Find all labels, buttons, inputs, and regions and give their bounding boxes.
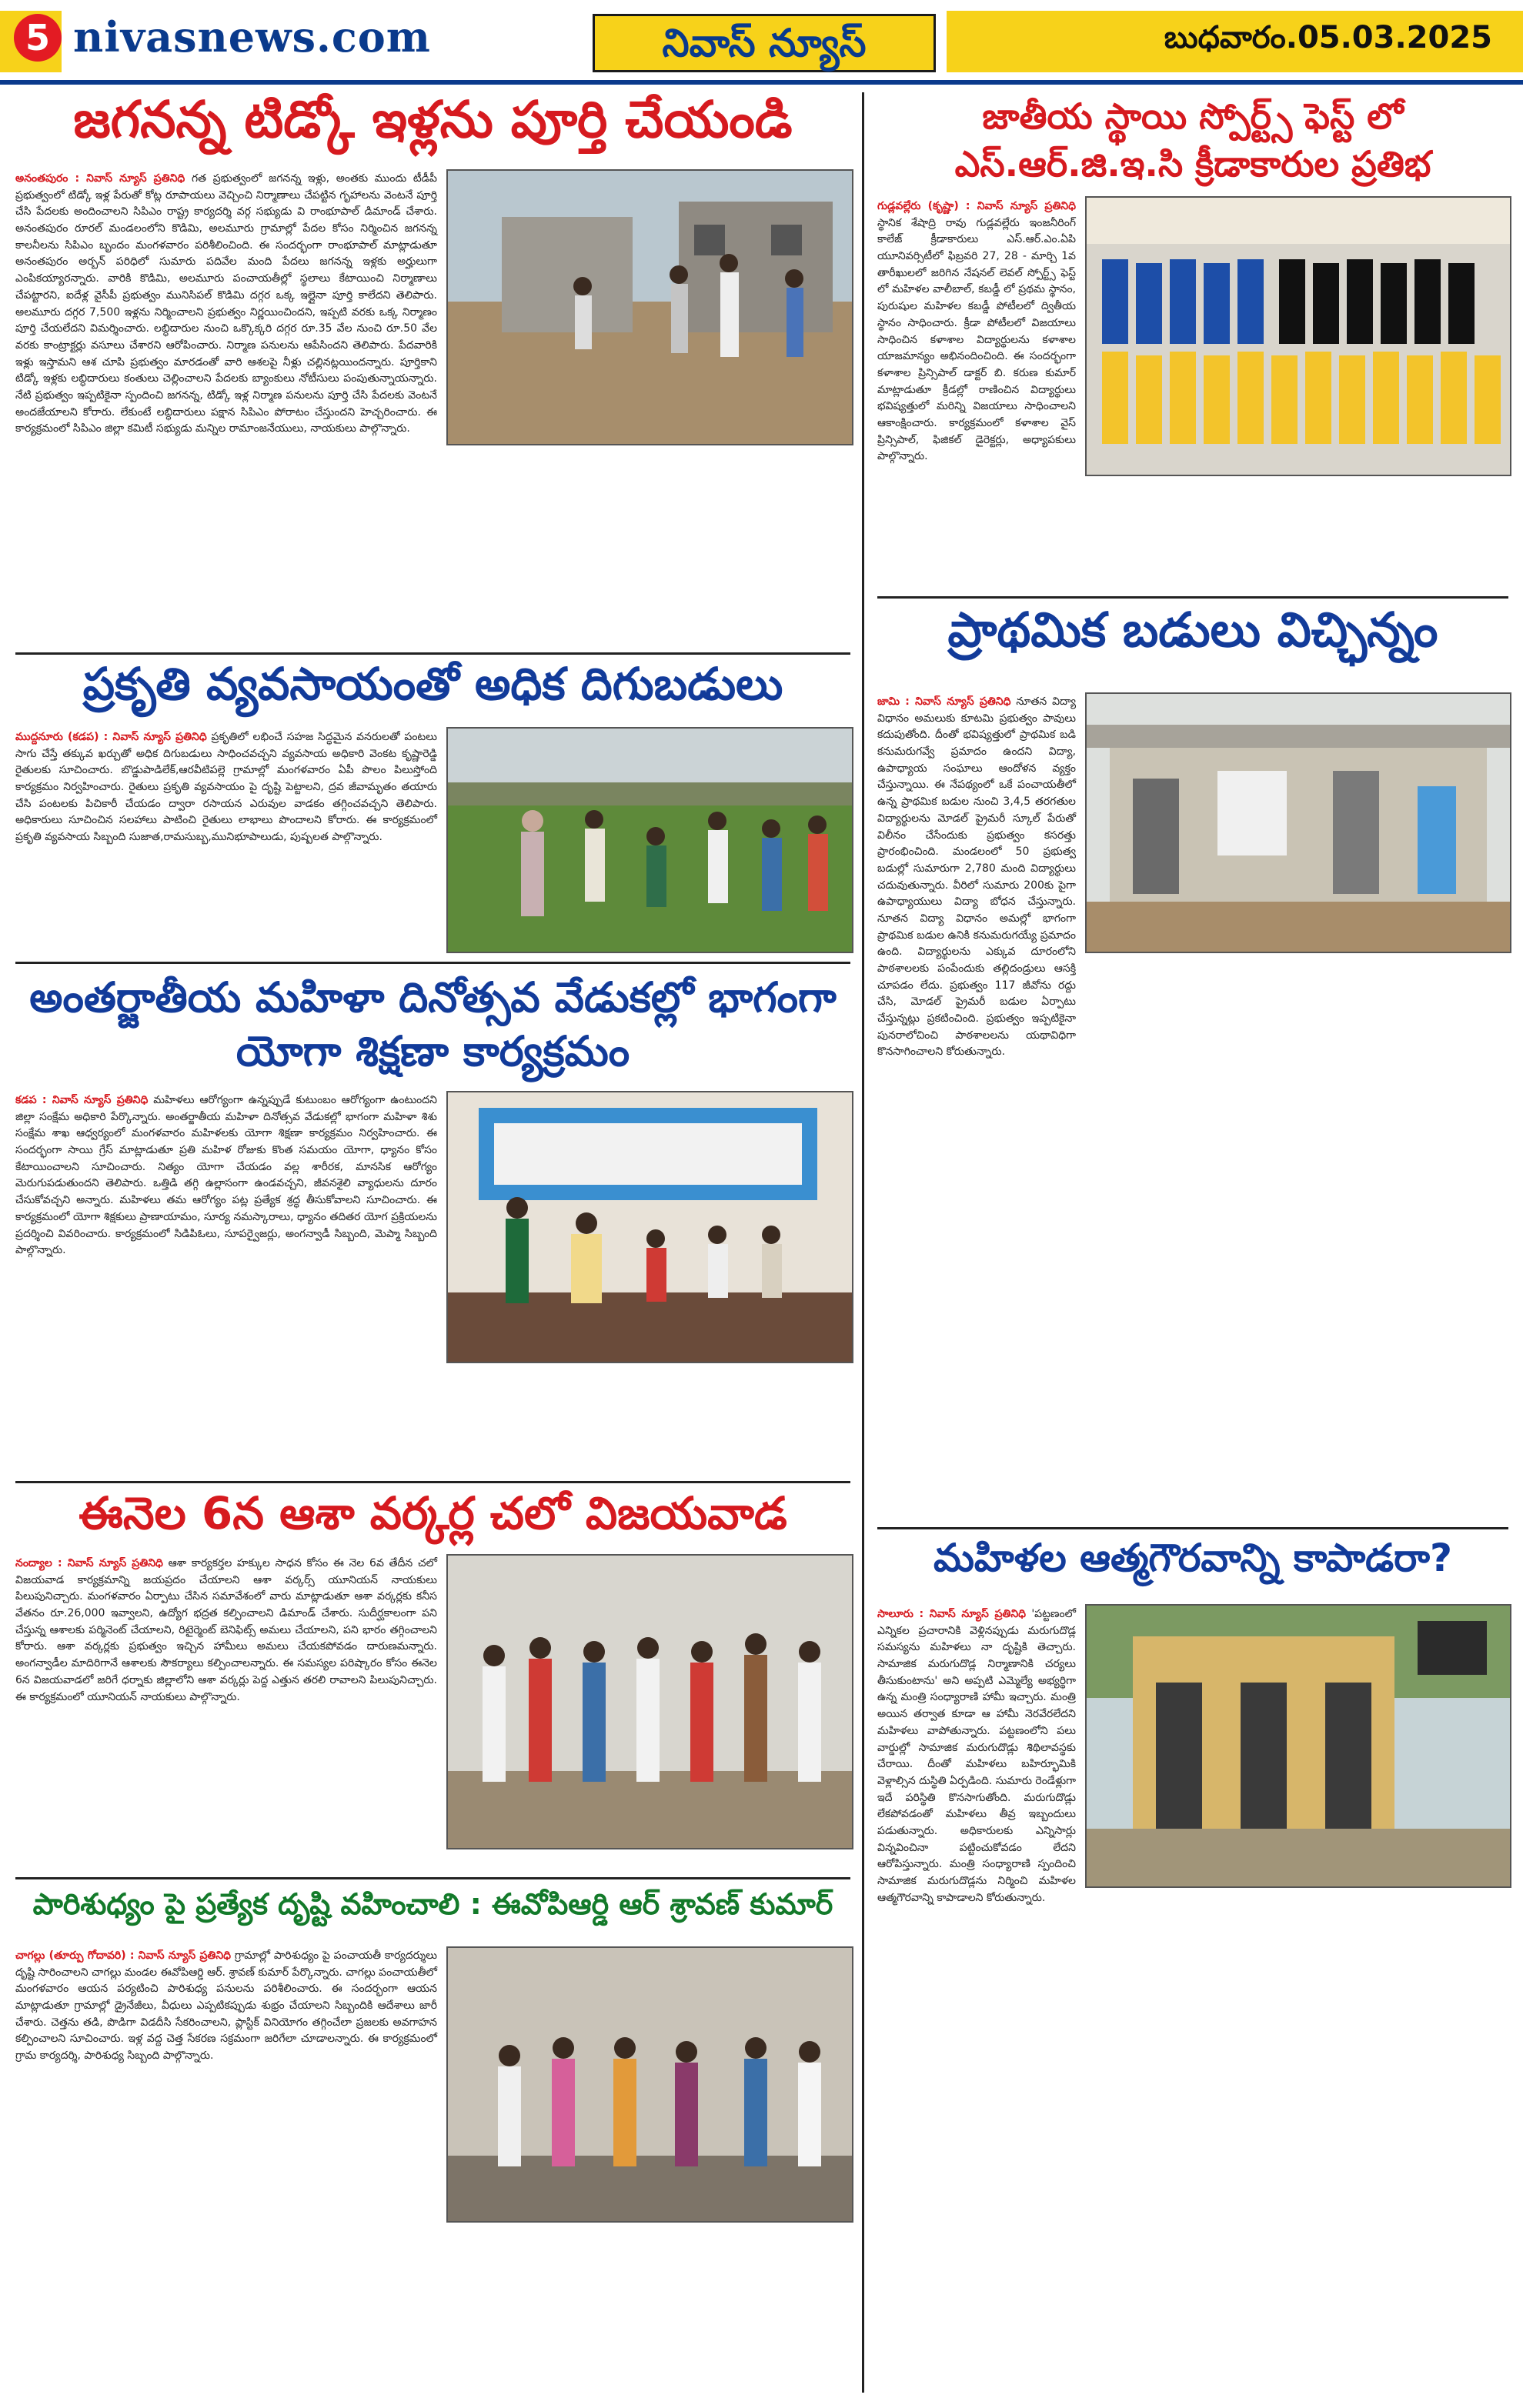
section-divider [877, 596, 1508, 599]
sanitation-visit-photo [446, 1946, 853, 2223]
article-text: ఆశా కార్యకర్తల హక్కుల సాధన కోసం ఈ నెల 6వ తేదీన చలో విజయవాడ కార్యక్రమాన్ని జయప్రదం చేయాలని ఆశా వర్కర్స్ యూనియన్ నాయకులు పిలుపునిచ్చారు. మంగళవారం ఏర్పాటు చేసిన సమావేశంలో వారు మాట్లాడుతూ ఆశా వర్కర్లకు కనీస వేతనం రూ.26,000 ఇవ్వాలని, ఉద్యోగ భద్రత కల్పించాలని డిమాండ్ చేశారు. సుదీర్ఘకాలంగా పని చేస్తున్న ఆశాలకు పర్మినెంట్ చేయాలని, రిటైర్మెంట్ బెనిఫిట్స్ అమలు చేయాలని, పని భారం తగ్గించాలని కోరారు. ఆశా వర్కర్లకు ప్రభుత్వం ఇచ్చిన హామీలు అమలు చేయకపోవడం దారుణమన్నారు. అంగన్వాడీల మాదిరిగానే ఆశాలకు సౌకర్యాలు కల్పించాలన్నారు. ఈ సమస్యల పరిష్కారం కోసం ఈనెల 6న విజయవాడలో జరిగే ధర్నాకు జిల్లాలోని ఆశా వర్కర్లు పెద్ద ఎత్తున తరలి రావాలని పిలుపునిచ్చారు. ఈ కార్యక్రమంలో యూనియన్ నాయకులు పాల్గొన్నారు. [15, 1557, 437, 1703]
section-divider [15, 962, 850, 964]
section-divider [15, 1481, 850, 1483]
site-url[interactable]: nivasnews.com [73, 12, 431, 62]
story-asha-headline [15, 1489, 850, 1551]
story-sports-headline [877, 92, 1508, 192]
masthead-rule [0, 80, 1523, 85]
story-agri-headline [15, 660, 850, 729]
column-divider [862, 92, 864, 2393]
sports-team-group-photo [1085, 196, 1511, 476]
dateline: చాగల్లు (తూర్పు గోదావరి) : నివాస్ న్యూస్ ప్రతినిధి [15, 1949, 232, 1962]
photo-art [448, 1556, 852, 1848]
section-divider [15, 1877, 850, 1879]
tidco-construction-photo [446, 169, 853, 445]
photo-art [448, 729, 852, 952]
headline: జాతీయ స్థాయి స్పోర్ట్స్ ఫెస్ట్ లో ఎస్.ఆర్.జి.ఇ.సి క్రీడాకారుల ప్రతిభ [954, 95, 1431, 185]
photo-art [448, 1948, 852, 2221]
story-agri-body [15, 729, 437, 952]
story-sanitation-headline [15, 1889, 850, 1943]
dateline: నంద్యాల : నివాస్ న్యూస్ ప్రతినిధి [15, 1557, 163, 1569]
yoga-event-stage-photo [446, 1091, 853, 1363]
story-women-headline [877, 1537, 1508, 1599]
story-tidco-body [15, 171, 437, 448]
article-text: గ్రామాల్లో పారిశుధ్యం పై పంచాయతీ కార్యదర్శులు దృష్టి సారించాలని చాగల్లు మండల ఈవోపిఆర్డి ఆర్. శ్రావణ్ కుమార్ పేర్కొన్నారు. చాగల్లు పంచాయతీలో మంగళవారం ఆయన పర్యటించి పారిశుధ్య పనులను పరిశీలించారు. ఈ సందర్భంగా ఆయన మాట్లాడుతూ గ్రామాల్లో డ్రైనేజీలు, వీధులు ఎప్పటికప్పుడు శుభ్రం చేయాలని సిబ్బందికి ఆదేశాలు జారీ చేశారు. చెత్తను తడి, పొడిగా విడదీసి సేకరించాలని, ప్లాస్టిక్ వినియోగం తగ్గించేలా ప్రజలకు అవగాహన కల్పించాలని సూచించారు. ఇళ్ల వద్ద చెత్త సేకరణ సక్రమంగా జరిగేలా చూడాలన్నారు. ఈ కార్యక్రమంలో గ్రామ కార్యదర్శి, పారిశుధ్య సిబ్బంది పాల్గొన్నారు. [15, 1949, 437, 2063]
school-building-photo [1085, 692, 1511, 953]
paper-name: నివాస్ న్యూస్ [593, 14, 936, 72]
farm-field-photo [446, 727, 853, 953]
issue-date: బుధవారం.05.03.2025 [1164, 20, 1492, 55]
story-sports-body [877, 198, 1076, 477]
dateline: అనంతపురం : నివాస్ న్యూస్ ప్రతినిధి [15, 172, 185, 185]
page-number: 5 [14, 14, 62, 62]
story-yoga-headline [15, 971, 850, 1086]
dateline: జామి : నివాస్ న్యూస్ ప్రతినిధి [877, 695, 1011, 708]
headline: అంతర్జాతీయ మహిళా దినోత్సవ వేడుకల్లో భాగంగా యోగా శిక్షణా కార్యక్రమం [29, 973, 837, 1076]
article-text: మహిళలు ఆరోగ్యంగా ఉన్నప్పుడే కుటుంబం ఆరోగ్యంగా ఉంటుందని జిల్లా సంక్షేమ అధికారి పేర్కొన్నారు. అంతర్జాతీయ మహిళా దినోత్సవ వేడుకల్లో భాగంగా మహిళా శిశు సంక్షేమ శాఖ ఆధ్వర్యంలో మంగళవారం మహిళలకు యోగా శిక్షణా కార్యక్రమం నిర్వహించారు. ఈ సందర్భంగా సాయి గ్రేస్ మాట్లాడుతూ ప్రతి మహిళ రోజుకు కొంత సమయం యోగా, ధ్యానం కోసం కేటాయించాలని సూచించారు. నిత్యం యోగా చేయడం వల్ల శారీరక, మానసిక ఆరోగ్యం మెరుగుపడుతుందని తెలిపారు. ఒత్తిడి తగ్గి ఉల్లాసంగా ఉండవచ్చని, జీవనశైలి వ్యాధులను దూరం చేసుకోవచ్చని అన్నారు. మహిళలు తమ ఆరోగ్యం పట్ల ప్రత్యేక శ్రద్ధ తీసుకోవాలని సూచించారు. ఈ కార్యక్రమంలో యోగా శిక్షకులు ప్రాణాయామం, సూర్య నమస్కారాలు, ధ్యానం తదితర యోగ ప్రక్రియలను ప్రదర్శించి వివరించారు. కార్యక్రమంలో సిడిపిఓలు, సూపర్వైజర్లు, అంగన్వాడీ సిబ్బంది, మెప్మా సిబ్బంది పాల్గొన్నారు. [15, 1094, 437, 1257]
dateline: కడప : నివాస్ న్యూస్ ప్రతినిధి [15, 1094, 149, 1106]
article-text: గత ప్రభుత్వంలో జగనన్న ఇళ్లు, అంతకు ముందు టీడీపీ ప్రభుత్వంలో టిడ్కో ఇళ్ల పేరుతో కోట్ల రూపాయలు వెచ్చించి నిర్మాణాలు చేపట్టిన గృహాలను వెంటనే పూర్తి చేసి పేదలకు అందించాలని సిపిఎం రాష్ట్ర కార్యదర్శి వర్గ సభ్యుడు వి రాంభూపాల్ డిమాండ్ చేశారు. అనంతపురం రూరల్ మండలంలోని కొడిమి, అలమూరు గ్రామాల్లో పేదల కోసం నిర్మించిన జగనన్న కాలనీలను సిపిఎం బృందం మంగళవారం పరిశీలించింది. ఈ సందర్భంగా రాంభూపాల్ మాట్లాడుతూ అనంతపురం అర్బన్ పరిధిలో సుమారు పదివేల మంది పేదలు జగనన్న ఇళ్లకు అర్హులుగా ఎంపికయ్యారన్నారు. వారికి కొడిమి, అలమూరు పంచాయతీల్లో స్థలాలు కేటాయించి నిర్మాణాలు చేపట్టారని, ఐదేళ్ల వైసీపీ ప్రభుత్వం మునిసిపల్ కొడిమి దగ్గర ఒక్క ఇల్లైనా పూర్తి కాలేదని తెలిపారు. అలమూరు దగ్గర 7,500 ఇళ్లను నిర్మించాలని ప్రభుత్వం నిర్ణయించిందని, ఇప్పటి వరకు ఒక్క నిర్మాణం పూర్తి చేయలేదని విమర్శించారు. లబ్ధిదారుల నుంచి ఒక్కొక్కరి దగ్గర రూ.35 వేల నుంచి రూ.50 వేల వరకు కాంట్రాక్టర్లు వసూలు చేశారని ఆరోపించారు. నిర్మాణ పనులను ఆపేసిందని తెలిపారు. పేదవారికి ఇళ్లు ఇస్తామని ఆశ చూపి ప్రభుత్వం మారడంతో వారి ఆశలపై నీళ్లు చల్లినట్లయిందన్నారు. పూర్తికాని టిడ్కో ఇళ్లకు లబ్ధిదారులు కంతులు చెల్లించాలని పేదలకు బ్యాంకులు నోటీసులు పంపుతున్నాయన్నారు. నేటి ప్రభుత్వం ఇప్పటికైనా స్పందించి జగనన్న, టిడ్కో ఇళ్ల నిర్మాణ పనులను పూర్తి చేసి పేదలకు వెంటనే అందజేయాలని కోరారు. లేకుంటే లబ్ధిదారులు పక్షాన సిపిఎం పోరాటం చేస్తుందని హెచ్చరించారు. ఈ కార్యక్రమంలో సిపిఎం జిల్లా కమిటీ సభ్యుడు మన్నిల రామాంజనేయులు, నాయకులు పాల్గొన్నారు. [15, 172, 437, 435]
headline: మహిళల ఆత్మగౌరవాన్ని కాపాడరా? [933, 1536, 1453, 1580]
photo-art [1087, 1606, 1510, 1886]
headline: జగనన్న టిడ్కో ఇళ్లను పూర్తి చేయండి [73, 90, 793, 149]
story-sanitation-body [15, 1948, 437, 2225]
dateline: గుడ్లవల్లేరు (కృష్ణా) : నివాస్ న్యూస్ ప్రతినిధి [877, 200, 1076, 212]
photo-art [1087, 198, 1510, 475]
story-schools-body-col1 [877, 694, 1077, 1059]
public-toilet-building-photo [1085, 1604, 1511, 1888]
masthead [0, 0, 1523, 85]
photo-art [448, 1092, 852, 1362]
photo-art [448, 171, 852, 444]
story-women-body [877, 1606, 1076, 1904]
photo-art [1087, 694, 1510, 952]
article-text: నూతన విద్యా విధానం అమలుకు కూటమి ప్రభుత్వం పావులు కదుపుతోంది. దీంతో భవిష్యత్తులో ప్రాథమిక బడి కనుమరుగవ్వే ప్రమాదం ఉందని విద్యా, ఉపాధ్యాయ సంఘాలు ఆందోళన వ్యక్తం చేస్తున్నాయి. ఈ నేపథ్యంలో ఒకే పంచాయతీలో ఉన్న ప్రాథమిక బడుల నుంచి 3,4,5 తరగతుల విద్యార్థులను మోడల్ ప్రైమరీ స్కూల్ పేరుతో విలీనం చేసేందుకు ప్రభుత్వం కసరత్తు ప్రారంభించింది. మండలంలో 50 ప్రభుత్వ బడుల్లో సుమారుగా 2,780 మంది విద్యార్థులు చదువుతున్నారు. వీరిలో సుమారు 200కు పైగా ఉపాధ్యాయులు విద్యా బోధన చేస్తున్నారు. నూతన విద్యా విధానం అమల్లో భాగంగా ప్రాథమిక బడుల ఉనికి కనుమరుగయ్యే ప్రమాదం ఉంది. విద్యార్థులను ఎక్కువ దూరంలోని పాఠశాలలకు పంపేందుకు తల్లిదండ్రులు ఆసక్తి చూపడం లేదు. ప్రభుత్వం 117 జీవోను రద్దు చేసి, మోడల్ ప్రైమరీ బడుల ఏర్పాటు చేస్తున్నట్లు ప్రకటించింది. ప్రభుత్వం ఇప్పటికైనా పునరాలోచించి పాఠశాలలను యథావిధిగా కొనసాగించాలని కోరుతున్నారు. [877, 695, 1077, 1059]
story-tidco-headline [15, 92, 850, 169]
story-asha-body [15, 1556, 437, 1863]
section-divider [877, 1527, 1508, 1529]
dateline: సాలూరు : నివాస్ న్యూస్ ప్రతినిధి [877, 1608, 1027, 1620]
dateline: ముద్దనూరు (కడప) : నివాస్ న్యూస్ ప్రతినిధి [15, 731, 207, 743]
story-schools-headline [877, 604, 1508, 681]
headline: ప్రాథమిక బడులు విచ్ఛిన్నం [947, 602, 1438, 658]
article-text: ప్రకృతిలో లభించే సహజ సిద్ధమైన వనరులతో పంటలు సాగు చేస్తే తక్కువ ఖర్చుతో అధిక దిగుబడులు సాధించవచ్చని వ్యవసాయ అధికారి వెంకట కృష్ణారెడ్డి రైతులకు సూచించారు. బొడ్డుపాడిలేక్,ఆరవీటిపల్లె గ్రామాల్లో మంగళవారం ఏపీ పొలం పిలుస్తోంది కార్యక్రమం నిర్వహించారు. రైతులు ప్రకృతి వ్యవసాయం పై దృష్టి పెట్టాలని, ద్రవ జీవామృతం తయారు చేసి పంటలకు పిచికారీ చేయడం ద్వారా రసాయన ఎరువుల వాడకం తగ్గించవచ్చని తెలిపారు. అధికారులు సూచించిన సలహాలు పాటించి రైతులు లాభాలు పొందాలని కోరారు. ఈ కార్యక్రమంలో ప్రకృతి వ్యవసాయ సిబ్బంది సుజాత,రామసుబ్బ,మునిభూపాలుడు, పుష్పలత పాల్గొన్నారు. [15, 731, 437, 844]
article-text: 'పట్టణంలో ఎన్నికల ప్రచారానికి వెళ్లినప్పుడు మరుగుదొడ్ల సమస్యను మహిళలు నా దృష్టికి తెచ్చారు. సామాజిక మరుగుదొడ్ల నిర్మాణానికి చర్యలు తీసుకుంటాను' అని అప్పటి ఎమ్మెల్యే అభ్యర్థిగా ఉన్న మంత్రి సంధ్యారాణి హామీ ఇచ్చారు. మంత్రి అయిన తర్వాత కూడా ఆ హామీ నెరవేరలేదని మహిళలు వాపోతున్నారు. పట్టణంలోని పలు వార్డుల్లో సామాజిక మరుగుదొడ్లు శిథిలావస్థకు చేరాయి. దీంతో మహిళలు బహిర్భూమికి వెళ్లాల్సిన దుస్థితి ఏర్పడింది. సుమారు రెండేళ్లుగా ఇదే పరిస్థితి కొనసాగుతోంది. మరుగుదొడ్లు లేకపోవడంతో మహిళలు తీవ్ర ఇబ్బందులు పడుతున్నారు. అధికారులకు ఎన్నిసార్లు విన్నవించినా పట్టించుకోవడం లేదని ఆరోపిస్తున్నారు. మంత్రి సంధ్యారాణి స్పందించి సామాజిక మరుగుదొడ్లను నిర్మించి మహిళల ఆత్మగౌరవాన్ని కాపాడాలని కోరుతున్నారు. [877, 1608, 1076, 1904]
headline: ఈనెల 6న ఆశా వర్కర్ల చలో విజయవాడ [78, 1487, 787, 1539]
headline: పారిశుధ్యం పై ప్రత్యేక దృష్టి వహించాలి : ఈవోపిఆర్డి ఆర్ శ్రావణ్ కుమార్ [32, 1887, 833, 1921]
asha-workers-meeting-photo [446, 1554, 853, 1849]
article-text: స్థానిక శేషాద్రి రావు గుడ్లవల్లేరు ఇంజనీరింగ్ కాలేజ్ క్రీడాకారులు ఎస్.ఆర్.ఎం.ఏపి యూనివర్సిటీలో ఫిబ్రవరి 27, 28 - మార్చి 1వ తారీఖులలో జరిగిన నేషనల్ లెవల్ స్పోర్ట్స్ ఫెస్ట్ లో మహిళల వాలీబాల్, కబడ్డీ లో ప్రథమ స్థానం, పురుషుల మహిళల కబడ్డీ పోటీలలో ద్వితీయ స్థానం సాధించారు. క్రీడా పోటీలలో విజయాలు సాధించిన కళాశాల విద్యార్థులను కళాశాల యాజమాన్యం అభినందించింది. ఈ సందర్భంగా కళాశాల ప్రిన్సిపాల్ డాక్టర్ బి. కరుణ కుమార్ మాట్లాడుతూ క్రీడల్లో రాణించిన విద్యార్థులు భవిష్యత్తులో మరిన్ని విజయాలు సాధించాలని ఆకాంక్షించారు. కార్యక్రమంలో కళాశాల వైస్ ప్రిన్సిపాల్, ఫిజికల్ డైరెక్టర్లు, అధ్యాపకులు పాల్గొన్నారు. [877, 216, 1076, 463]
headline: ప్రకృతి వ్యవసాయంతో అధిక దిగుబడులు [82, 658, 783, 710]
section-divider [15, 652, 850, 655]
story-yoga-body [15, 1092, 437, 1366]
